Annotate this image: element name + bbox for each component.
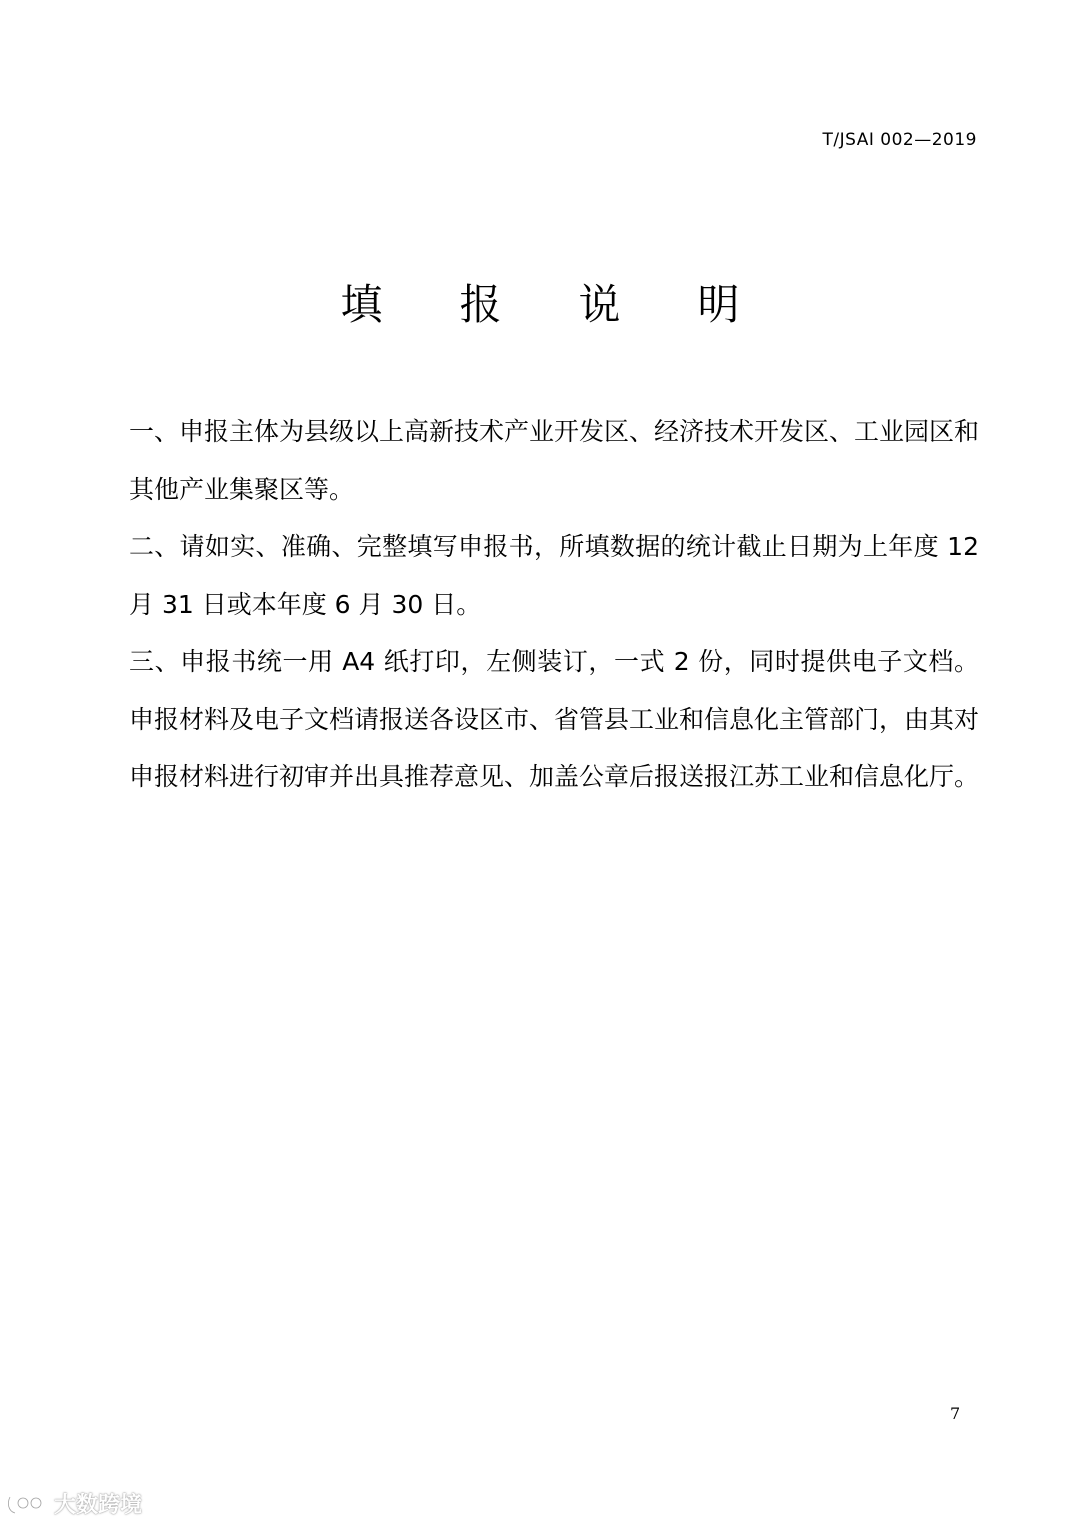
instruction-paragraph-2: 二、请如实、准确、完整填写申报书，所填数据的统计截止日期为上年度 12 月 31 日或本年度 6 月 30 日。 (129, 532, 979, 619)
document-code: T/JSAI 002—2019 (822, 130, 977, 150)
watermark (6, 1488, 142, 1519)
logo-icon (6, 1491, 50, 1517)
page-title: 填报说明 (340, 280, 817, 329)
instruction-paragraph-3: 三、申报书统一用 A4 纸打印，左侧装订，一式 2 份，同时提供电子文档。申报材料及电子文档请报送各设区市、省管县工业和信息化主管部门，由其对申报材料进行初审并出具推荐意见、加盖公章后报送报江苏工业和信息化厅。 (129, 647, 980, 791)
instruction-paragraph-1: 一、申报主体为县级以上高新技术产业开发区、经济技术开发区、工业园区和其他产业集聚区等。 (129, 417, 980, 504)
instructions-body (129, 403, 979, 806)
watermark-text: 大数跨境 (54, 1493, 143, 1518)
page-number: 7 (950, 1404, 961, 1423)
